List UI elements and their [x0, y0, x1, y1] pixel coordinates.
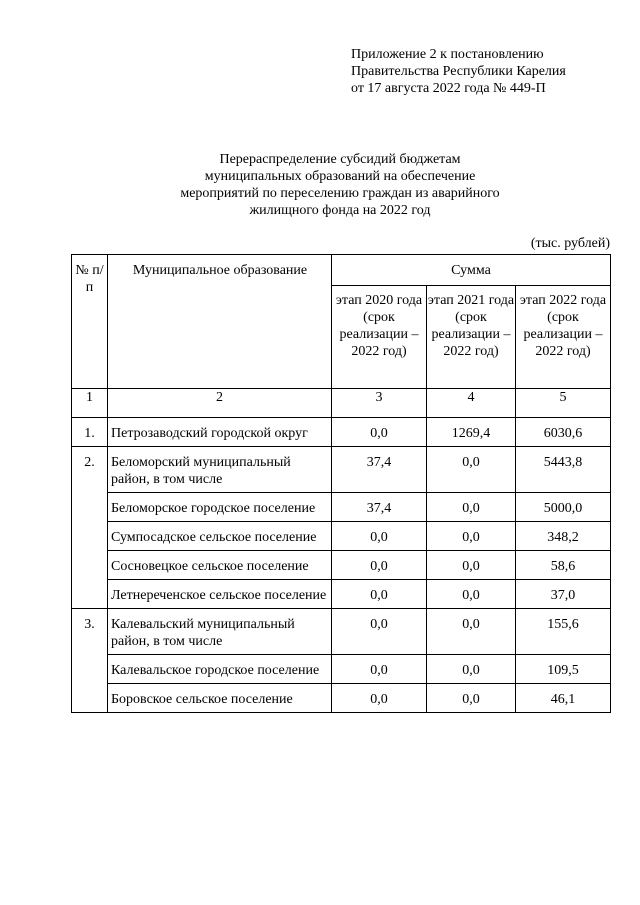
row-name: Беломорское городское поселение: [108, 493, 332, 522]
row-name: Калевальский муниципальный район, в том числе: [108, 609, 332, 655]
appendix-line: от 17 августа 2022 года № 449-П: [351, 81, 546, 96]
row-value-2022: 348,2: [516, 522, 611, 551]
row-value-2022: 109,5: [516, 655, 611, 684]
title-line: Перераспределение субсидий бюджетам: [219, 152, 461, 167]
header-stage-2022: этап 2022 года (срок реализации – 2022 год): [516, 286, 611, 389]
row-value-2021: 0,0: [427, 580, 516, 609]
table-row: [72, 655, 611, 684]
table-row: [72, 551, 611, 580]
row-name: Беломорский муниципальный район, в том числе: [108, 447, 332, 493]
row-value-2020: 37,4: [332, 447, 427, 493]
row-value-2022: 58,6: [516, 551, 611, 580]
subsidy-table: [71, 254, 611, 713]
row-value-2021: 0,0: [427, 655, 516, 684]
row-value-2020: 0,0: [332, 580, 427, 609]
table-index-row: [72, 389, 611, 418]
title-line: мероприятий по переселению граждан из аварийного: [180, 186, 500, 201]
row-value-2021: 0,0: [427, 522, 516, 551]
document-title: [70, 151, 610, 219]
appendix-line: Правительства Республики Карелия: [351, 64, 566, 79]
index-cell: 2: [108, 389, 332, 418]
row-name: Калевальское городское поселение: [108, 655, 332, 684]
row-num: 2.: [72, 447, 108, 609]
row-num: 1.: [72, 418, 108, 447]
header-sum: Сумма: [332, 255, 611, 286]
row-value-2022: 6030,6: [516, 418, 611, 447]
row-value-2022: 155,6: [516, 609, 611, 655]
row-value-2020: 0,0: [332, 522, 427, 551]
row-value-2020: 0,0: [332, 684, 427, 713]
table-row: [72, 609, 611, 655]
row-value-2021: 0,0: [427, 551, 516, 580]
row-value-2021: 0,0: [427, 447, 516, 493]
row-value-2022: 5443,8: [516, 447, 611, 493]
index-cell: 5: [516, 389, 611, 418]
units-label: (тыс. рублей): [530, 236, 610, 251]
header-stage-2020: этап 2020 года (срок реализации – 2022 год): [332, 286, 427, 389]
row-name: Сумпосадское сельское поселение: [108, 522, 332, 551]
title-line: жилищного фонда на 2022 год: [249, 203, 431, 218]
table-row: [72, 418, 611, 447]
row-value-2022: 5000,0: [516, 493, 611, 522]
header-num: № п/п: [72, 255, 108, 389]
table-row: [72, 580, 611, 609]
table-row: [72, 684, 611, 713]
index-cell: 4: [427, 389, 516, 418]
table-row: [72, 447, 611, 493]
header-stage-2021: этап 2021 года (срок реализации – 2022 год): [427, 286, 516, 389]
row-value-2022: 46,1: [516, 684, 611, 713]
row-value-2021: 0,0: [427, 493, 516, 522]
row-num: 3.: [72, 609, 108, 713]
table-header-row: [72, 255, 611, 286]
row-value-2020: 37,4: [332, 493, 427, 522]
table-row: [72, 522, 611, 551]
index-cell: 1: [72, 389, 108, 418]
header-name: Муниципальное образование: [108, 255, 332, 389]
row-value-2022: 37,0: [516, 580, 611, 609]
title-line: муниципальных образований на обеспечение: [204, 169, 476, 184]
row-name: Петрозаводский городской округ: [108, 418, 332, 447]
row-value-2020: 0,0: [332, 551, 427, 580]
row-value-2021: 1269,4: [427, 418, 516, 447]
appendix-line: Приложение 2 к постановлению: [351, 47, 544, 62]
row-name: Боровское сельское поселение: [108, 684, 332, 713]
row-value-2020: 0,0: [332, 609, 427, 655]
appendix-header: [351, 46, 566, 97]
row-value-2020: 0,0: [332, 655, 427, 684]
row-name: Летнереченское сельское поселение: [108, 580, 332, 609]
row-value-2020: 0,0: [332, 418, 427, 447]
index-cell: 3: [332, 389, 427, 418]
row-value-2021: 0,0: [427, 609, 516, 655]
table-row: [72, 493, 611, 522]
row-name: Сосновецкое сельское поселение: [108, 551, 332, 580]
row-value-2021: 0,0: [427, 684, 516, 713]
